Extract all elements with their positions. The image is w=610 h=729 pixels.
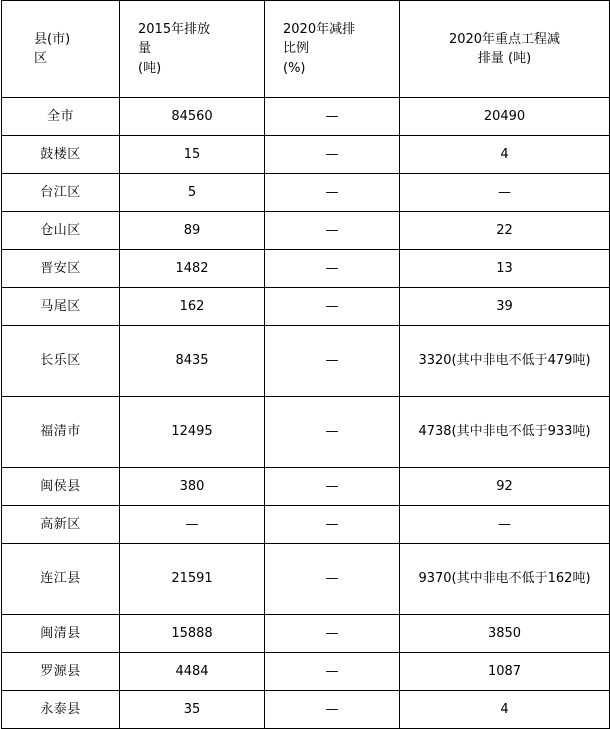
cell-reduction-ratio-2020: —	[265, 506, 400, 544]
cell-reduction-ratio-2020: —	[265, 615, 400, 653]
cell-reduction-ratio-2020: —	[265, 98, 400, 136]
cell-key-project-reduction-2020: 3320(其中非电不低于479吨)	[400, 326, 610, 397]
cell-emission-2015: 89	[120, 212, 265, 250]
cell-district-name: 全市	[2, 98, 120, 136]
cell-key-project-reduction-2020: 4	[400, 136, 610, 174]
cell-reduction-ratio-2020: —	[265, 174, 400, 212]
table-row	[2, 98, 610, 136]
cell-key-project-reduction-2020: 92	[400, 468, 610, 506]
table-row	[2, 544, 610, 615]
cell-key-project-reduction-2020: 9370(其中非电不低于162吨)	[400, 544, 610, 615]
column-header-reduction-ratio-2020: 2020年减排 比例 (%)	[265, 1, 400, 98]
cell-emission-2015: 380	[120, 468, 265, 506]
cell-reduction-ratio-2020: —	[265, 397, 400, 468]
cell-reduction-ratio-2020: —	[265, 212, 400, 250]
cell-reduction-ratio-2020: —	[265, 653, 400, 691]
cell-reduction-ratio-2020: —	[265, 326, 400, 397]
cell-emission-2015: 15	[120, 136, 265, 174]
cell-reduction-ratio-2020: —	[265, 136, 400, 174]
cell-key-project-reduction-2020: —	[400, 506, 610, 544]
cell-district-name: 台江区	[2, 174, 120, 212]
cell-key-project-reduction-2020: —	[400, 174, 610, 212]
table-row	[2, 174, 610, 212]
cell-district-name: 仓山区	[2, 212, 120, 250]
cell-emission-2015: 21591	[120, 544, 265, 615]
table-row	[2, 506, 610, 544]
cell-key-project-reduction-2020: 4	[400, 691, 610, 729]
cell-reduction-ratio-2020: —	[265, 691, 400, 729]
column-header-district: 县(市) 区	[2, 1, 120, 98]
cell-emission-2015: 15888	[120, 615, 265, 653]
emission-reduction-table	[1, 0, 610, 729]
cell-emission-2015: —	[120, 506, 265, 544]
column-header-key-project-reduction-2020: 2020年重点工程减 排量 (吨)	[400, 1, 610, 98]
cell-key-project-reduction-2020: 13	[400, 250, 610, 288]
cell-district-name: 马尾区	[2, 288, 120, 326]
cell-district-name: 福清市	[2, 397, 120, 468]
cell-emission-2015: 35	[120, 691, 265, 729]
cell-district-name: 高新区	[2, 506, 120, 544]
cell-emission-2015: 1482	[120, 250, 265, 288]
table-row	[2, 653, 610, 691]
cell-emission-2015: 12495	[120, 397, 265, 468]
table-row	[2, 615, 610, 653]
cell-key-project-reduction-2020: 4738(其中非电不低于933吨)	[400, 397, 610, 468]
cell-emission-2015: 4484	[120, 653, 265, 691]
cell-emission-2015: 5	[120, 174, 265, 212]
table-row	[2, 326, 610, 397]
table-row	[2, 288, 610, 326]
table-row	[2, 468, 610, 506]
cell-key-project-reduction-2020: 39	[400, 288, 610, 326]
table-header	[2, 1, 610, 98]
table-row	[2, 691, 610, 729]
cell-key-project-reduction-2020: 22	[400, 212, 610, 250]
cell-reduction-ratio-2020: —	[265, 250, 400, 288]
table-body	[2, 98, 610, 729]
cell-emission-2015: 162	[120, 288, 265, 326]
cell-district-name: 罗源县	[2, 653, 120, 691]
table-row	[2, 136, 610, 174]
table-row	[2, 397, 610, 468]
table-row	[2, 212, 610, 250]
cell-reduction-ratio-2020: —	[265, 468, 400, 506]
cell-reduction-ratio-2020: —	[265, 544, 400, 615]
cell-emission-2015: 8435	[120, 326, 265, 397]
cell-key-project-reduction-2020: 20490	[400, 98, 610, 136]
column-header-emission-2015: 2015年排放 量 (吨)	[120, 1, 265, 98]
cell-district-name: 闽侯县	[2, 468, 120, 506]
cell-district-name: 长乐区	[2, 326, 120, 397]
table-row	[2, 250, 610, 288]
table-header-row	[2, 1, 610, 98]
cell-key-project-reduction-2020: 3850	[400, 615, 610, 653]
cell-district-name: 晋安区	[2, 250, 120, 288]
cell-district-name: 连江县	[2, 544, 120, 615]
cell-district-name: 鼓楼区	[2, 136, 120, 174]
cell-key-project-reduction-2020: 1087	[400, 653, 610, 691]
cell-district-name: 永泰县	[2, 691, 120, 729]
cell-reduction-ratio-2020: —	[265, 288, 400, 326]
cell-emission-2015: 84560	[120, 98, 265, 136]
cell-district-name: 闽清县	[2, 615, 120, 653]
